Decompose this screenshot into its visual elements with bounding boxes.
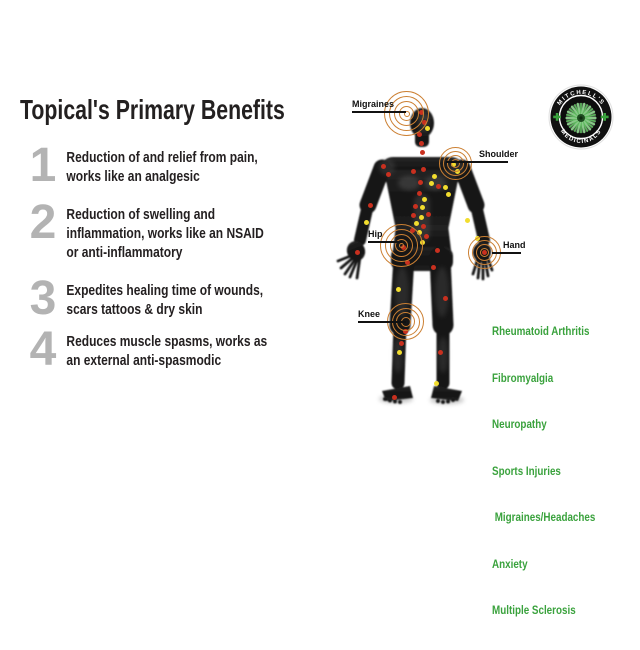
pain-dot-yellow [434,381,439,386]
condition-item: Fibromyalgia [492,370,554,385]
pain-dot-red [435,248,440,253]
benefit-text: Reduces muscle spasms, works as an external anti-spasmodic [66,333,268,369]
pain-dot-red [418,180,423,185]
benefit-item-4 [26,323,319,376]
condition-item: Migraines/Headaches [492,510,596,524]
pain-dot-yellow [422,197,427,202]
pain-dot-red [355,250,360,255]
pain-dot-yellow [443,185,448,190]
pain-dot-yellow [364,220,369,225]
condition-item: Anxiety [492,556,528,571]
pain-dot-yellow [397,350,402,355]
condition-item: Rheumatoid Arthritis [492,324,590,338]
pain-dot-red [421,224,426,229]
pain-dot-red [392,395,397,400]
label-pointer-line [352,111,406,113]
page-title: Topical's Primary Benefits [20,94,285,125]
pain-dot-yellow [396,287,401,292]
pain-dot-yellow [446,192,451,197]
benefit-item-3 [26,272,314,325]
pain-dot-yellow [420,205,425,210]
pain-dot-red [386,172,391,177]
ripple-ring [399,243,404,248]
pain-dot-yellow [425,126,430,131]
pain-dot-red [424,234,429,239]
label-pointer-line [492,252,521,254]
pain-dot-red [417,191,422,196]
label-pointer-line [446,161,508,163]
pain-dot-red [426,212,431,217]
benefit-text: Reduction of and relief from pain, works like an analgesic [66,149,258,185]
pain-dot-yellow [414,221,419,226]
pain-dot-red [399,341,404,346]
pain-dot-red [368,203,373,208]
pain-dot-red [411,169,416,174]
condition-item: Sports Injuries [492,463,561,478]
pain-dot-yellow [465,218,470,223]
body-label-migraines: Migraines [352,99,395,109]
label-pointer-line [358,321,406,323]
brand-logo [548,84,614,150]
pain-dot-yellow [432,174,437,179]
benefit-number: 2 [29,196,57,249]
benefit-text: Reduction of swelling and inflammation, works like an NSAID or anti-inflammatory [66,206,264,261]
ripple-ring [480,248,489,257]
body-label-hip: Hip [368,229,383,239]
pain-dot-red [436,184,441,189]
condition-item: Neuropathy [492,417,547,431]
benefit-number: 1 [29,139,57,192]
pain-dot-yellow [429,181,434,186]
body-label-hand: Hand [503,240,526,250]
benefit-text: Expedites healing time of wounds, scars tattoos & dry skin [66,282,264,318]
body-label-knee: Knee [358,309,381,319]
label-pointer-line [368,241,402,243]
pain-dot-red [419,141,424,146]
pain-dot-yellow [419,215,424,220]
benefit-number: 4 [29,323,57,376]
conditions-list [492,293,595,650]
pain-dot-red [420,150,425,155]
pain-dot-red [438,350,443,355]
pain-dot-red [443,296,448,301]
body-label-shoulder: Shoulder [479,149,519,159]
benefit-item-2 [26,196,315,262]
flower-icon [566,103,596,133]
logo-top-text: MITCHELL'S [556,89,606,107]
pain-dot-red [413,204,418,209]
pain-dot-red [381,164,386,169]
condition-item: Multiple Sclerosis [492,603,576,617]
pain-dot-red [411,213,416,218]
benefit-item-1 [26,139,307,192]
pain-dot-red [421,167,426,172]
logo-bottom-text: MEDICINALS [558,128,604,146]
pain-dot-red [431,265,436,270]
benefit-number: 3 [29,272,57,325]
